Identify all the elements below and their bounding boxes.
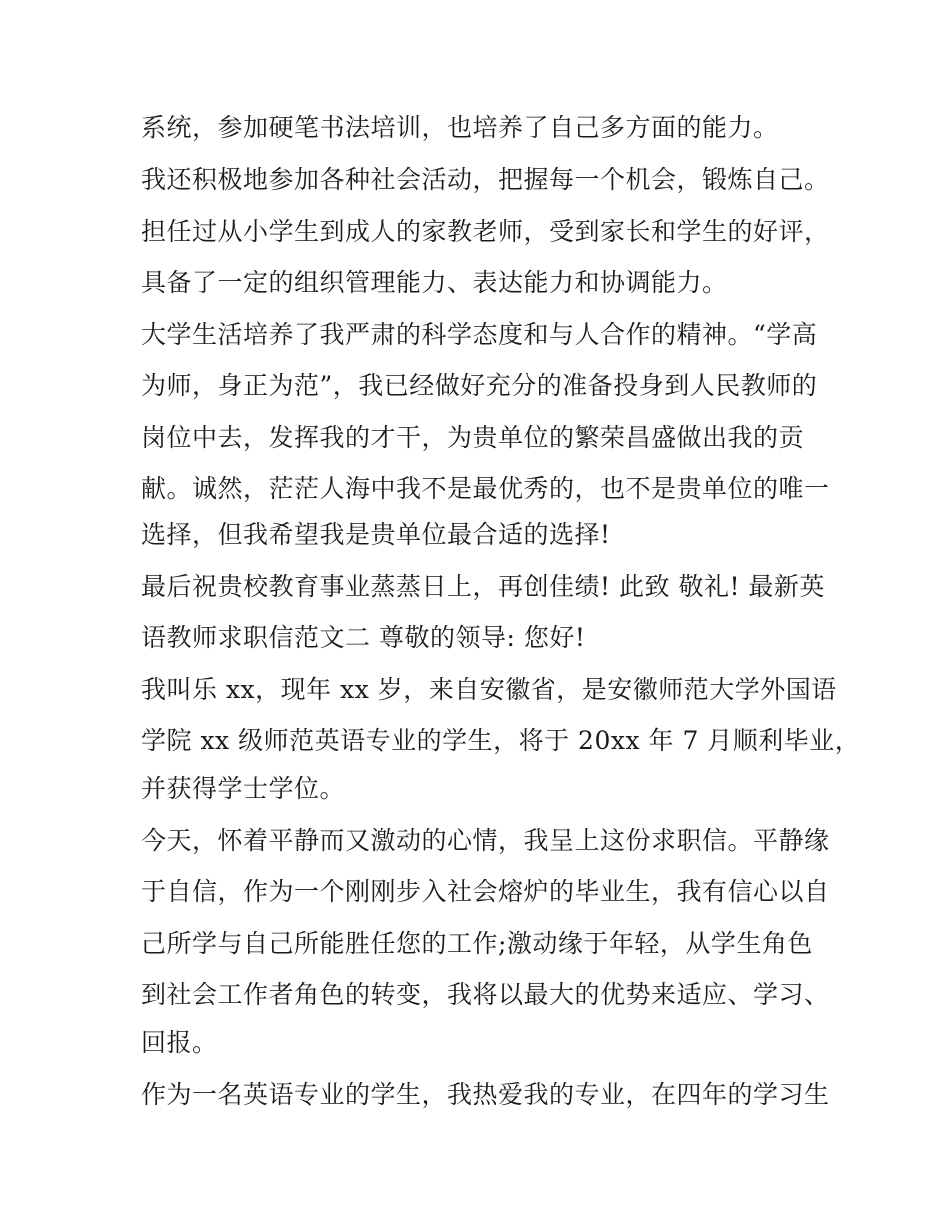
text-line: 并获得学士学位。	[141, 774, 346, 803]
text-line: 我还积极地参加各种社会活动，把握每一个机会，锻炼自己。	[141, 165, 830, 194]
text-line: 系统，参加硬笔书法培训，也培养了自己多方面的能力。	[141, 113, 779, 142]
text-line: 为师，身正为范”，我已经做好充分的准备投身到人民教师的	[141, 371, 818, 400]
text-line: 作为一名英语专业的学生，我热爱我的专业，在四年的学习生	[141, 1080, 830, 1109]
text-line: 具备了一定的组织管理能力、表达能力和协调能力。	[141, 268, 728, 297]
text-line: 今天，怀着平静而又激动的心情，我呈上这份求职信。平静缘	[141, 826, 830, 855]
text-line: 大学生活培养了我严肃的科学态度和与人合作的精神。“学高	[141, 320, 818, 349]
text-line: 担任过从小学生到成人的家教老师，受到家长和学生的好评，	[141, 217, 830, 246]
text-line: 己所学与自己所能胜任您的工作;激动缘于年轻，从学生角色	[141, 929, 813, 958]
text-line: 学院 xx 级师范英语专业的学生，将于 20xx 年 7 月顺利毕业，	[141, 726, 861, 755]
text-line: 岗位中去，发挥我的才干，为贵单位的繁荣昌盛做出我的贡	[141, 423, 805, 452]
text-line: 于自信，作为一个刚刚步入社会熔炉的毕业生，我有信心以自	[141, 877, 830, 906]
text-line: 最后祝贵校教育事业蒸蒸日上，再创佳绩! 此致 敬礼! 最新英	[141, 572, 825, 601]
text-line: 回报。	[141, 1028, 218, 1057]
text-line: 语教师求职信范文二 尊敬的领导: 您好!	[141, 623, 586, 652]
text-line: 我叫乐 xx，现年 xx 岁，来自安徽省，是安徽师范大学外国语	[141, 675, 837, 704]
text-line: 选择，但我希望我是贵单位最合适的选择!	[141, 520, 611, 549]
text-line: 到社会工作者角色的转变，我将以最大的优势来适应、学习、	[141, 980, 830, 1009]
text-line: 献。诚然，茫茫人海中我不是最优秀的，也不是贵单位的唯一	[141, 474, 830, 503]
